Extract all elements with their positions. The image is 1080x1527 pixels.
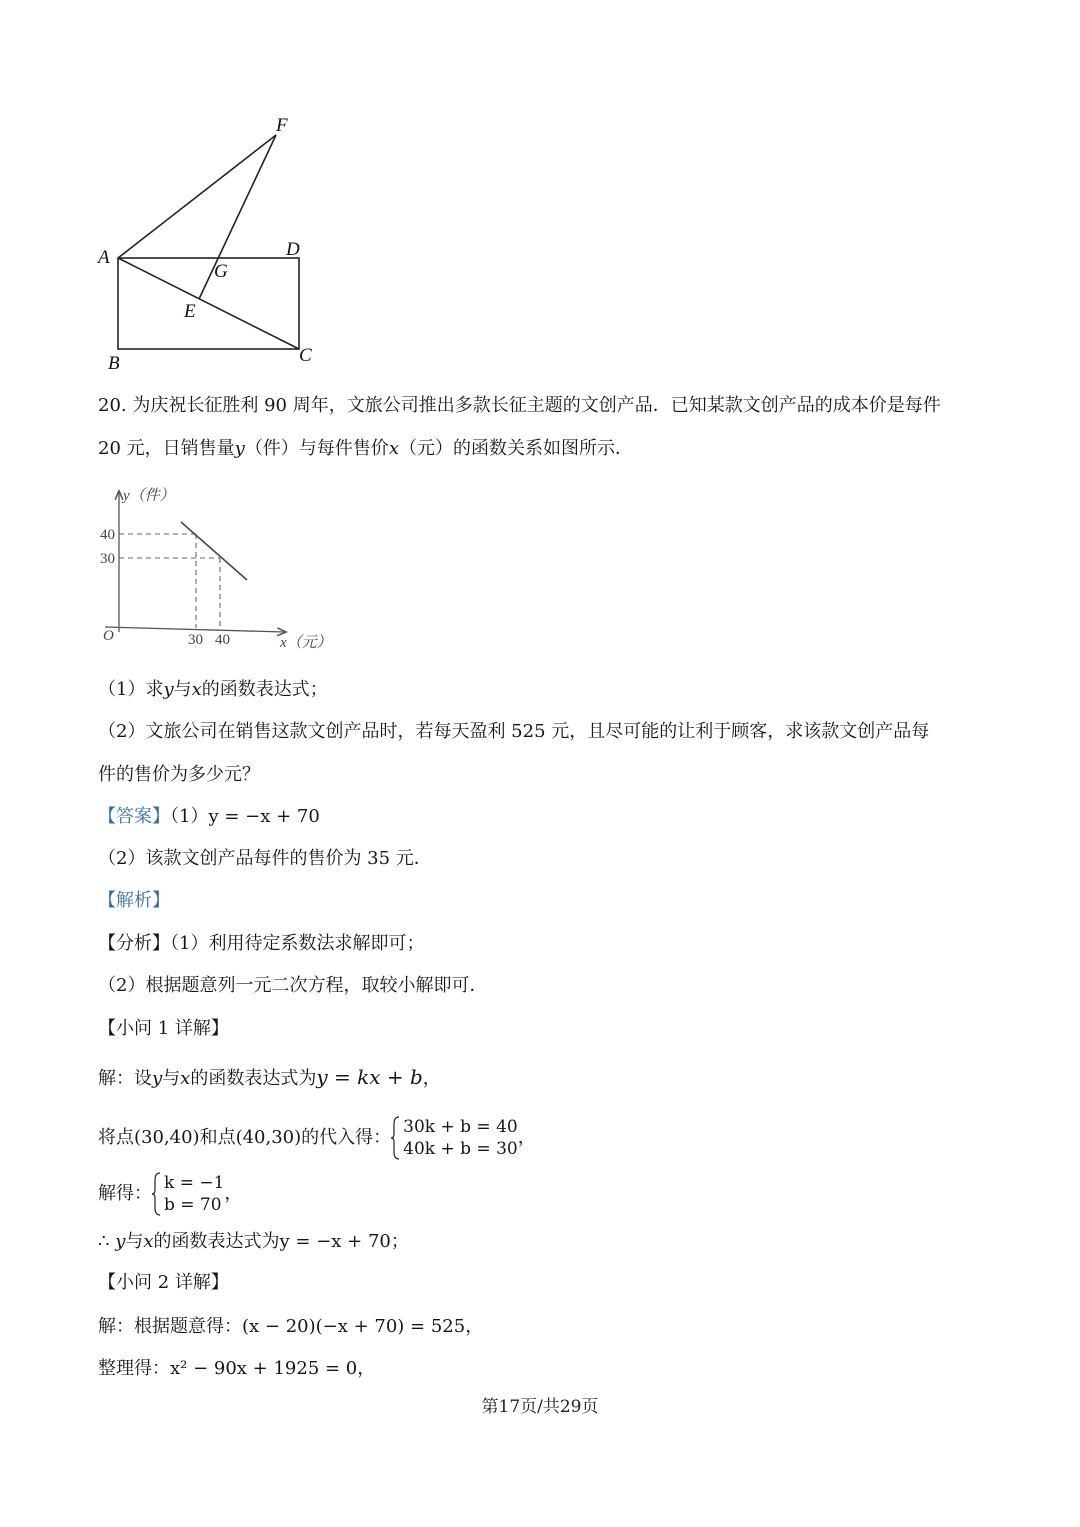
equation-system-2 bbox=[152, 1172, 224, 1216]
answer-formula: y = −x + 70 bbox=[208, 806, 320, 827]
equation-row: 30k + b = 40 bbox=[403, 1117, 518, 1137]
equation-row: b = 70 bbox=[164, 1195, 222, 1215]
solution-step-3 bbox=[98, 1170, 242, 1218]
solution-text: 与 bbox=[162, 1068, 181, 1089]
segment-ac bbox=[118, 258, 299, 349]
solution-text: 解得： bbox=[98, 1183, 152, 1204]
x-tick-40: 40 bbox=[215, 632, 230, 648]
question-text: 的函数表达式； bbox=[201, 679, 328, 700]
question-2-line-2: 件的售价为多少元？ bbox=[98, 764, 260, 785]
solution-text: ； bbox=[390, 1231, 409, 1252]
subquestion-2-title: 【小问 2 详解】 bbox=[98, 1272, 229, 1293]
subquestion-1-title: 【小问 1 详解】 bbox=[98, 1018, 229, 1039]
problem-line-2 bbox=[98, 436, 633, 462]
brace-icon bbox=[152, 1172, 162, 1216]
function-line bbox=[181, 522, 247, 580]
y-axis-label: y（件） bbox=[123, 488, 175, 504]
question-text: （1）求 bbox=[98, 679, 164, 700]
answer-text: （1） bbox=[170, 806, 209, 827]
question-text: 与 bbox=[173, 679, 192, 700]
solution-formula: y = −x + 70 bbox=[279, 1231, 391, 1252]
solution-text: 解：根据题意得： bbox=[98, 1316, 242, 1337]
solution-text: ， bbox=[357, 1358, 376, 1379]
origin-label: O bbox=[103, 628, 114, 644]
solution-formula: y = kx + b bbox=[316, 1065, 423, 1089]
solution-text: ， bbox=[224, 1183, 243, 1204]
solution-text: 与 bbox=[125, 1231, 144, 1252]
fenxi-line-2: （2）根据题意列一元二次方程，取较小解即可． bbox=[98, 975, 488, 996]
question-2-line-1: （2）文旅公司在销售这款文创产品时，若每天盈利 525 元，且尽可能的让利于顾客，求该款文创产品每 bbox=[98, 721, 930, 742]
problem-text: （件）与每件售价 bbox=[244, 438, 389, 459]
x-tick-30: 30 bbox=[188, 632, 203, 648]
equation-row: 40k + b = 30 bbox=[403, 1139, 518, 1159]
label-b: B bbox=[108, 353, 120, 374]
therefore-symbol: ∴ bbox=[98, 1231, 110, 1252]
solution-step-6 bbox=[98, 1356, 375, 1382]
question-1 bbox=[98, 677, 328, 703]
equation-row: k = −1 bbox=[164, 1173, 225, 1193]
solution-text: 将点(30,40)和点(40,30)的代入得： bbox=[98, 1127, 392, 1148]
solution-step-5 bbox=[98, 1314, 483, 1340]
solution-formula: (x − 20)(−x + 70) = 525 bbox=[242, 1316, 466, 1337]
var-x: x bbox=[191, 679, 202, 700]
label-d: D bbox=[286, 239, 300, 260]
problem-text: （元）的函数关系如图所示． bbox=[398, 438, 633, 459]
var-y: y bbox=[152, 1068, 163, 1089]
answer-1 bbox=[98, 804, 320, 830]
geometry-figure bbox=[90, 105, 330, 375]
solution-text: 的函数表达式为 bbox=[153, 1231, 280, 1252]
var-x: x bbox=[388, 438, 399, 459]
problem-line-1: 20. 为庆祝长征胜利 90 周年，文旅公司推出多款长征主题的文创产品．已知某款文创产品的成本价是每件 bbox=[98, 395, 941, 416]
solution-step-1 bbox=[98, 1064, 441, 1092]
solution-step-4 bbox=[98, 1229, 409, 1255]
fenxi-line-1: 【分析】（1）利用待定系数法求解即可； bbox=[98, 933, 425, 954]
page-number: 第17页/共29页 bbox=[481, 1397, 599, 1417]
solution-text: 整理得： bbox=[98, 1358, 170, 1379]
label-c: C bbox=[299, 345, 312, 366]
label-a: A bbox=[98, 247, 110, 268]
solution-text: ， bbox=[422, 1068, 441, 1089]
y-tick-30: 30 bbox=[100, 551, 115, 567]
problem-text: 20 元，日销售量 bbox=[98, 438, 235, 459]
answer-tag: 【答案】 bbox=[98, 806, 170, 827]
var-y: y bbox=[234, 438, 245, 459]
solution-step-2 bbox=[98, 1114, 536, 1162]
x-axis-label: x（元） bbox=[280, 635, 332, 651]
function-graph bbox=[95, 482, 340, 657]
brace-icon bbox=[391, 1116, 401, 1160]
var-y: y bbox=[163, 679, 174, 700]
answer-2: （2）该款文创产品每件的售价为 35 元． bbox=[98, 848, 432, 869]
label-f: F bbox=[276, 115, 288, 136]
segment-af bbox=[118, 135, 276, 258]
segment-fe bbox=[199, 135, 276, 299]
solution-text: ， bbox=[517, 1127, 536, 1148]
solution-formula: x² − 90x + 1925 = 0 bbox=[170, 1358, 358, 1379]
y-tick-40: 40 bbox=[100, 527, 115, 543]
solution-text: 的函数表达式为 bbox=[190, 1068, 317, 1089]
var-x: x bbox=[143, 1231, 154, 1252]
var-y: y bbox=[115, 1231, 126, 1252]
solution-text: 解：设 bbox=[98, 1068, 152, 1089]
equation-system-1 bbox=[391, 1116, 518, 1160]
var-x: x bbox=[180, 1068, 191, 1089]
label-e: E bbox=[184, 301, 196, 322]
solution-text: ， bbox=[465, 1316, 484, 1337]
label-g: G bbox=[214, 261, 228, 282]
analysis-tag: 【解析】 bbox=[98, 890, 170, 911]
